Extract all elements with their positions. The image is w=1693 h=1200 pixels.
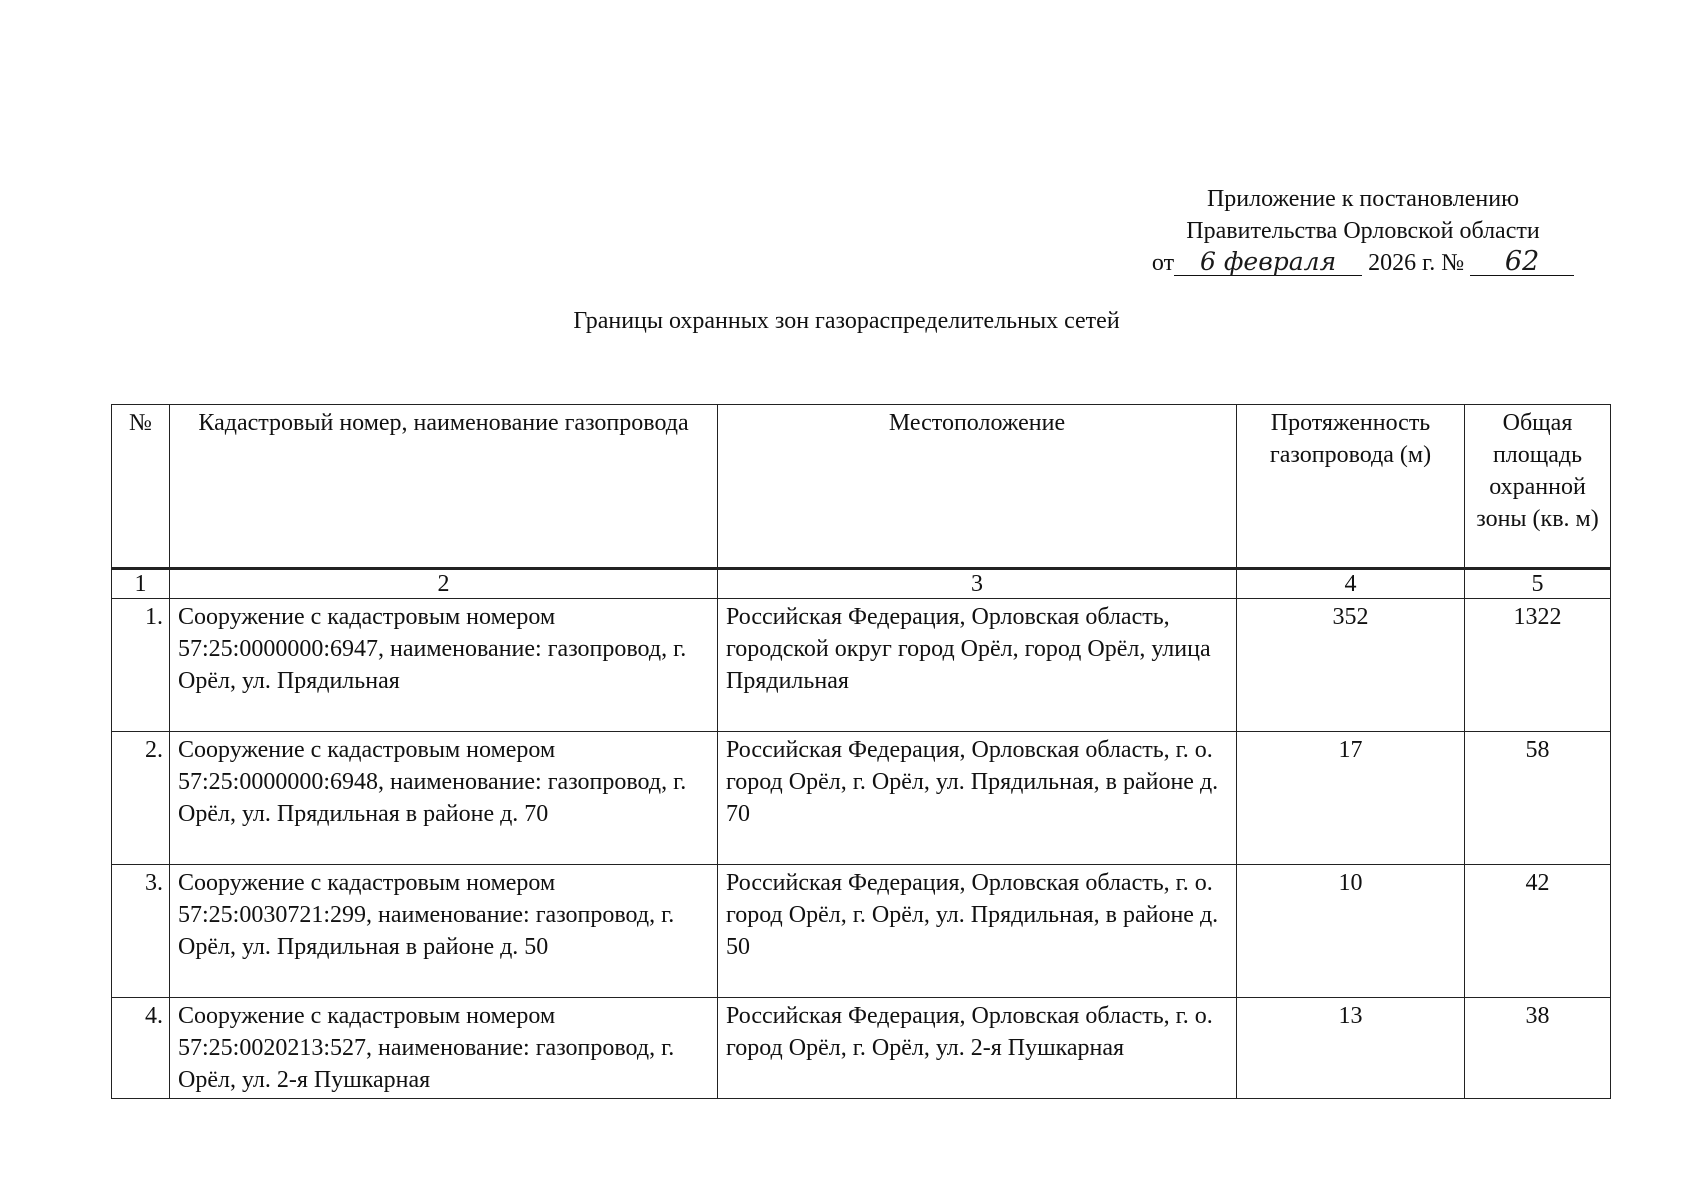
row-cadastral-name: Сооружение с кадастровым номером 57:25:0000000:6947, наименование: газопровод, г. Орёл, ул. Прядильная bbox=[170, 599, 718, 732]
row-number: 1. bbox=[112, 599, 170, 732]
row-number: 3. bbox=[112, 865, 170, 998]
row-cadastral-name: Сооружение с кадастровым номером 57:25:0030721:299, наименование: газопровод, г. Орёл, ул. Прядильная в районе д. 50 bbox=[170, 865, 718, 998]
row-location: Российская Федерация, Орловская область, г. о. город Орёл, г. Орёл, ул. Прядильная, в районе д. 50 bbox=[718, 865, 1237, 998]
column-index: 3 bbox=[718, 569, 1237, 599]
row-area: 58 bbox=[1465, 732, 1611, 865]
column-index-row bbox=[112, 569, 1611, 599]
header-area: Общая площадь охранной зоны (кв. м) bbox=[1465, 405, 1611, 569]
row-cadastral-name: Сооружение с кадастровым номером 57:25:0020213:527, наименование: газопровод, г. Орёл, ул. 2-я Пушкарная bbox=[170, 998, 718, 1099]
year-number-label: 2026 г. № bbox=[1368, 250, 1465, 276]
row-length: 352 bbox=[1237, 599, 1465, 732]
row-location: Российская Федерация, Орловская область, городской округ город Орёл, город Орёл, улица Прядильная bbox=[718, 599, 1237, 732]
row-length: 13 bbox=[1237, 998, 1465, 1099]
table-row bbox=[112, 865, 1611, 998]
row-location: Российская Федерация, Орловская область, г. о. город Орёл, г. Орёл, ул. 2-я Пушкарная bbox=[718, 998, 1237, 1099]
table-row bbox=[112, 732, 1611, 865]
column-index: 5 bbox=[1465, 569, 1611, 599]
appendix-line-1: Приложение к постановлению bbox=[1206, 186, 1520, 212]
handwritten-number: 62 bbox=[1470, 249, 1574, 276]
document-title: Границы охранных зон газораспределительных сетей bbox=[573, 308, 1120, 334]
header-location: Местоположение bbox=[718, 405, 1237, 569]
row-location: Российская Федерация, Орловская область, г. о. город Орёл, г. Орёл, ул. Прядильная, в районе д. 70 bbox=[718, 732, 1237, 865]
protection-zones-table bbox=[111, 404, 1611, 1099]
row-number: 4. bbox=[112, 998, 170, 1099]
appendix-block bbox=[1133, 183, 1593, 279]
appendix-date-line bbox=[1133, 247, 1593, 279]
header-cadastral-name: Кадастровый номер, наименование газопровода bbox=[170, 405, 718, 569]
row-length: 10 bbox=[1237, 865, 1465, 998]
table-row bbox=[112, 599, 1611, 732]
row-area: 42 bbox=[1465, 865, 1611, 998]
row-length: 17 bbox=[1237, 732, 1465, 865]
handwritten-date: 6 февраля bbox=[1174, 249, 1362, 276]
header-length: Протяженность газопровода (м) bbox=[1237, 405, 1465, 569]
table-header-row bbox=[112, 405, 1611, 569]
appendix-line-2: Правительства Орловской области bbox=[1186, 218, 1540, 244]
column-index: 1 bbox=[112, 569, 170, 599]
table-row bbox=[112, 998, 1611, 1099]
row-area: 38 bbox=[1465, 998, 1611, 1099]
row-number: 2. bbox=[112, 732, 170, 865]
row-cadastral-name: Сооружение с кадастровым номером 57:25:0000000:6948, наименование: газопровод, г. Орёл, ул. Прядильная в районе д. 70 bbox=[170, 732, 718, 865]
from-prefix: от bbox=[1151, 250, 1175, 276]
column-index: 4 bbox=[1237, 569, 1465, 599]
header-number: № bbox=[112, 405, 170, 569]
column-index: 2 bbox=[170, 569, 718, 599]
row-area: 1322 bbox=[1465, 599, 1611, 732]
